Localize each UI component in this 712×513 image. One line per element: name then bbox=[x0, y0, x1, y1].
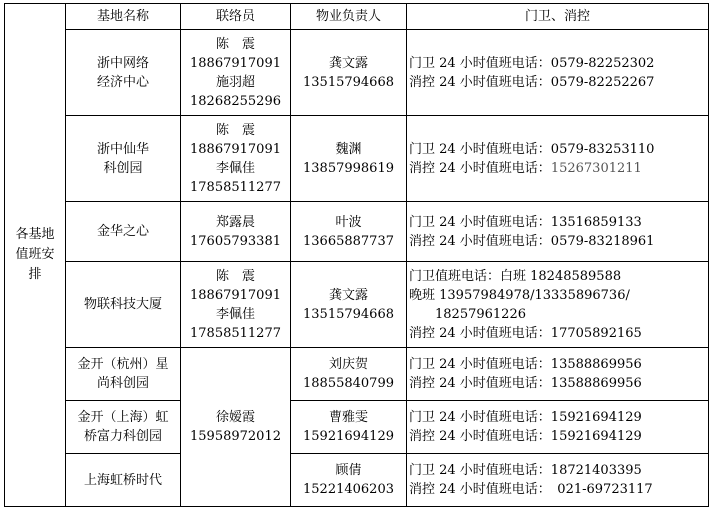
property-name: 曹雅雯 bbox=[328, 410, 368, 425]
property-cell bbox=[291, 348, 407, 401]
contact-name: 郑露晨 bbox=[215, 214, 255, 230]
guard-cell bbox=[407, 116, 709, 202]
base-name-line: 桥富力科创园 bbox=[83, 429, 162, 444]
guard-line: 消控 24 小时值班电话：0579-82252267 bbox=[409, 74, 655, 90]
header-property-manager: 物业负责人 bbox=[291, 4, 407, 30]
contact-phone: 15958972012 bbox=[190, 429, 281, 444]
property-name: 顾倩 bbox=[335, 463, 362, 478]
contact-cell bbox=[181, 116, 291, 202]
contact-phone: 18268255296 bbox=[190, 93, 281, 109]
base-name-line: 科创园 bbox=[103, 160, 143, 176]
property-cell bbox=[291, 116, 407, 202]
property-name: 龚文露 bbox=[328, 55, 368, 71]
guard-cell bbox=[407, 262, 709, 348]
guard-line: 门卫 24 小时值班电话：18721403395 bbox=[409, 463, 642, 478]
guard-line: 晚班 13957984978/13335896736/ bbox=[409, 287, 630, 303]
contact-cell bbox=[181, 30, 291, 116]
property-cell bbox=[291, 202, 407, 262]
side-label-cell bbox=[5, 4, 66, 507]
side-label-line-2: 值班安 bbox=[15, 247, 55, 262]
contact-phone: 18867917091 bbox=[190, 141, 281, 157]
guard-line: 消控 24 小时值班电话： 021-69723117 bbox=[409, 482, 653, 497]
contact-phone: 17858511277 bbox=[190, 179, 281, 195]
guard-line: 门卫值班电话：白班 18248589588 bbox=[409, 268, 622, 284]
guard-cell bbox=[407, 454, 709, 507]
guard-line: 消控 24 小时值班电话：13588869956 bbox=[409, 376, 642, 391]
guard-line: 消控 24 小时值班电话：15921694129 bbox=[409, 429, 642, 444]
base-name-cell bbox=[66, 202, 181, 262]
contact-phone: 18867917091 bbox=[190, 55, 281, 71]
contact-phone: 17858511277 bbox=[190, 325, 281, 341]
contact-name: 施羽超 bbox=[215, 74, 255, 90]
property-phone: 13857998619 bbox=[303, 160, 394, 176]
property-cell bbox=[291, 30, 407, 116]
property-phone: 13515794668 bbox=[303, 74, 394, 90]
contact-name: 陈 震 bbox=[215, 122, 255, 138]
base-name-cell bbox=[66, 30, 181, 116]
guard-cell bbox=[407, 401, 709, 454]
guard-line-prefix: 消控 24 小时值班电话： bbox=[409, 160, 551, 176]
property-cell bbox=[291, 401, 407, 454]
base-name-line: 金开（杭州）星 bbox=[77, 357, 169, 372]
guard-cell bbox=[407, 348, 709, 401]
contact-name: 李佩佳 bbox=[215, 160, 255, 176]
base-name-line: 物联科技大厦 bbox=[83, 297, 162, 312]
base-name-cell bbox=[66, 401, 181, 454]
guard-cell bbox=[407, 202, 709, 262]
contact-name: 陈 震 bbox=[215, 36, 255, 52]
contact-phone: 17605793381 bbox=[190, 233, 281, 249]
guard-line: 门卫 24 小时值班电话：0579-83253110 bbox=[409, 141, 655, 157]
contact-name: 李佩佳 bbox=[215, 306, 255, 322]
header-base-name: 基地名称 bbox=[66, 4, 181, 30]
guard-line: 消控 24 小时值班电话：0579-83218961 bbox=[409, 233, 655, 249]
guard-line: 门卫 24 小时值班电话：13516859133 bbox=[409, 214, 642, 230]
property-name: 龚文露 bbox=[328, 287, 368, 303]
contact-cell bbox=[181, 262, 291, 348]
property-phone: 15221406203 bbox=[303, 482, 394, 497]
contact-phone: 18867917091 bbox=[190, 287, 281, 303]
guard-line: 门卫 24 小时值班电话：15921694129 bbox=[409, 410, 642, 425]
side-label-line-1: 各基地 bbox=[15, 227, 55, 242]
property-phone: 13515794668 bbox=[303, 306, 394, 322]
contact-cell bbox=[181, 202, 291, 262]
guard-line: 门卫 24 小时值班电话：13588869956 bbox=[409, 357, 642, 372]
guard-line-phone: 15267301211 bbox=[550, 160, 642, 176]
base-name-line: 金华之心 bbox=[96, 224, 149, 239]
guard-line: 门卫 24 小时值班电话：0579-82252302 bbox=[409, 55, 655, 71]
property-phone: 15921694129 bbox=[303, 429, 394, 444]
base-name-cell bbox=[66, 348, 181, 401]
base-name-line: 浙中仙华 bbox=[96, 141, 149, 157]
header-contact: 联络员 bbox=[181, 4, 291, 30]
guard-cell bbox=[407, 30, 709, 116]
guard-line: 18257961226 bbox=[409, 306, 526, 322]
shared-contact-cell bbox=[181, 348, 291, 507]
property-phone: 13665887737 bbox=[303, 233, 394, 249]
contact-name: 陈 震 bbox=[215, 268, 255, 284]
base-name-line: 经济中心 bbox=[96, 74, 149, 90]
base-name-line: 尚科创园 bbox=[96, 376, 149, 391]
base-name-line: 浙中网络 bbox=[96, 55, 149, 71]
property-cell bbox=[291, 262, 407, 348]
base-name-cell bbox=[66, 262, 181, 348]
property-phone: 18855840799 bbox=[303, 376, 394, 391]
base-name-line: 上海虹桥时代 bbox=[83, 472, 162, 488]
header-guard-fire-control: 门卫、消控 bbox=[407, 4, 709, 30]
property-cell bbox=[291, 454, 407, 507]
duty-schedule-table bbox=[4, 3, 709, 507]
contact-name: 徐嫒霞 bbox=[215, 410, 255, 425]
property-name: 魏渊 bbox=[335, 141, 362, 157]
base-name-cell bbox=[66, 454, 181, 507]
base-name-cell bbox=[66, 116, 181, 202]
base-name-line: 金开（上海）虹 bbox=[77, 410, 169, 425]
property-name: 叶波 bbox=[335, 214, 362, 230]
guard-line: 消控 24 小时值班电话：17705892165 bbox=[409, 325, 642, 341]
property-name: 刘庆贺 bbox=[328, 357, 368, 372]
side-label-line-3: 排 bbox=[28, 267, 42, 282]
guard-line bbox=[409, 159, 708, 178]
